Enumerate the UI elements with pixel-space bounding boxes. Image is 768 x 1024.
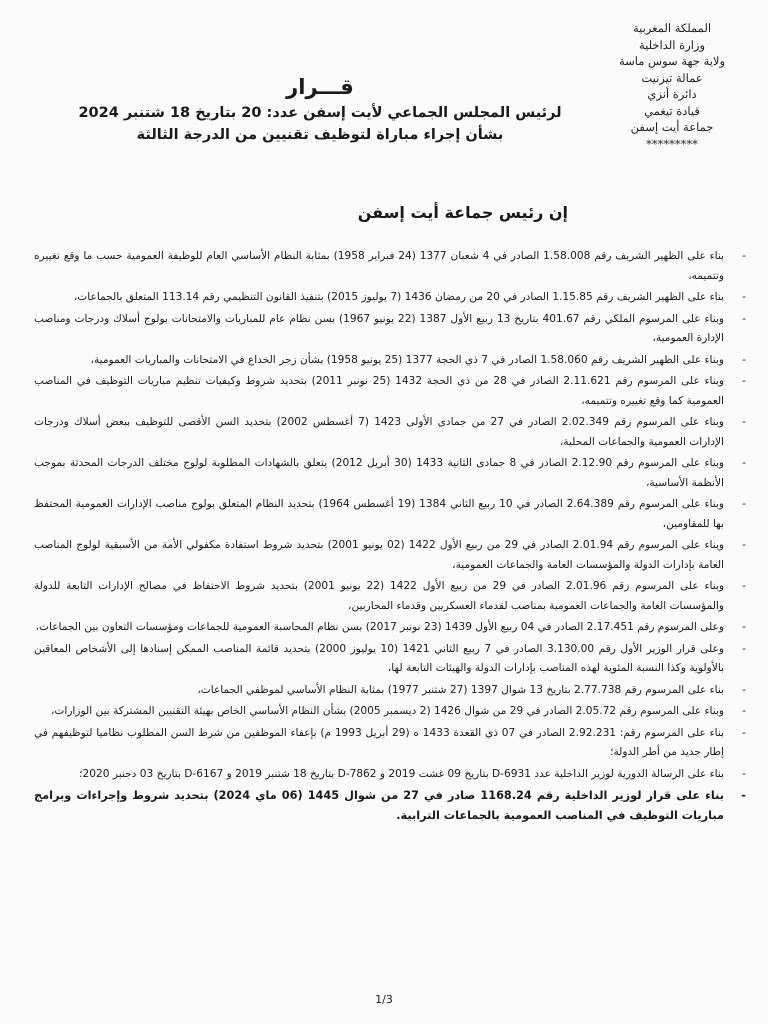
clause-item [34, 702, 746, 722]
header-line: دائرة أنزي [647, 87, 697, 101]
clause-text: وبناء على المرسوم رقم 2.01.94 الصادر في 29 من ربيع الأول 1422 (02 يونيو 2001) بتحديد شروط استفادة مكفولي الأمة من الأسبقية لولوج المناصب العامة بإدارات الدولة والمؤسسات العامة والجماعات العمومية، [34, 539, 725, 571]
header-line: قيادة تيغمي [644, 103, 700, 118]
clause-item [34, 351, 746, 371]
title-line-1: لرئيس المجلس الجماعي لأيت إسفن عدد: 20 بتاريخ 18 شتنبر 2024 [78, 105, 562, 121]
clause-text: بناء على الرسالة الدورية لوزير الداخلية عدد D-6931 بتاريخ 09 غشت 2019 و D-7862 بتاريخ 18 شتنبر 2019 و D-6167 بتاريخ 03 دجنبر 2020؛ [79, 767, 724, 780]
clause-text: بناء على الظهير الشريف رقم 1.58.008 الصادر في 4 شعبان 1377 (24 فبراير 1958) بمثابة النظام الأساسي العام للوظيفة العمومية حسب ما وقع تغييره وتتميمه، [34, 250, 725, 282]
clause-list [34, 247, 746, 828]
clause-item [34, 310, 746, 349]
dash-bullet: - [741, 789, 746, 802]
clause-item [34, 372, 746, 411]
clause-text: بناء على المرسوم رقم: 2.92.231 الصادر في 07 ذي القعدة 1433 ه (29 أبريل 1993 م) بإعفاء الموظفين من شرط السن المطلوب نظاميا لتوظيفهم في إطار جديد من أطر الدولة؛ [34, 726, 724, 758]
decision-title [40, 72, 600, 146]
clause-item [34, 786, 746, 826]
dash-bullet: - [742, 353, 746, 366]
dash-bullet: - [742, 539, 746, 551]
dash-bullet: - [742, 291, 746, 303]
header-line: جماعة أيت إسفن [630, 120, 714, 134]
clause-text: وبناء على المرسوم رقم 2.11.621 الصادر في 28 من ذي الحجة 1432 (25 نونبر 2011) بتحديد شروط وكيفيات تنظيم مباريات التوظيف في المناصب العمومية كما وقع تغييره وتتميمه، [34, 375, 724, 407]
clause-item [34, 681, 746, 701]
dash-bullet: - [742, 767, 746, 780]
clause-text: وبناء على المرسوم رقم 2.02.349 الصادر في 27 من جمادى الأولى 1423 (7 أغسطس 2002) بتحديد السن الأقصى للتوظيف ببعض أسلاك ودرجات الإدارات العمومية والجماعات المحلية، [34, 416, 724, 448]
clause-item [34, 724, 746, 763]
dash-bullet: - [742, 683, 746, 696]
clause-item [34, 577, 746, 616]
clause-text: وعلى المرسوم رقم 2.17.451 الصادر في 04 ربيع الأول 1439 (23 نونبر 2017) بسن نظام المحاسبة العمومية للجماعات ومؤسسات التعاون بين الجماعات، [35, 621, 724, 633]
title-line-2: بشأن إجراء مباراة لتوظيف تقنيين من الدرجة الثالثة [136, 127, 504, 143]
header-line: عمالة تيزنيت [641, 70, 703, 85]
decision-word: قـــرار [286, 75, 354, 99]
clause-item [34, 618, 746, 638]
dash-bullet: - [742, 580, 746, 592]
clause-item [34, 247, 746, 286]
header-line: ********* [646, 136, 698, 151]
dash-bullet: - [742, 375, 746, 387]
page-number: 1/3 [375, 993, 393, 1006]
clause-text: بناء على الظهير الشريف رقم 1.15.85 الصادر في 20 من رمضان 1436 (7 يوليوز 2015) بتنفيذ القانون التنظيمي رقم 113.14 المتعلق بالجماعات، [73, 291, 724, 303]
clause-item [34, 640, 746, 679]
clause-text: وبناء على المرسوم رقم 2.12.90 الصادر في 8 جمادى الثانية 1433 (30 أبريل 2012) يتعلق بالشهادات المطلوبة لولوج مختلف الدرجات المحدثة بموجب الأنظمة الأساسية، [34, 457, 724, 489]
clause-item [34, 765, 746, 785]
dash-bullet: - [742, 498, 746, 510]
header-line: ولاية جهة سوس ماسة [618, 54, 726, 68]
header-line: المملكة المغربية [632, 21, 712, 35]
clause-text: وعلى قرار الوزير الأول رقم 3.130.00 الصادر في 7 ربيع الثاني 1421 (10 يوليوز 2000) بتحديد قائمة المناصب الممكن إسنادها إلى الأشخاص المعاقين بالأولوية وكذا النسبة المئوية لهذه المناصب بإدارات الدولة والهيئات التابعة لها، [34, 642, 724, 674]
dash-bullet: - [742, 726, 746, 739]
dash-bullet: - [742, 621, 746, 633]
clause-item [34, 536, 746, 575]
clause-text: بناء على قرار لوزير الداخلية رقم 1168.24 صادر في 27 من شوال 1445 (06 ماي 2024) بتحديد شروط وإجراءات وبرامج مباريات التوظيف في المناصب العمومية بالجماعات الترابية. [34, 789, 724, 822]
clause-text: وبناء على المرسوم رقم 2.64.389 الصادر في 10 ربيع الثاني 1384 (19 أغسطس 1964) بتحديد النظام المتعلق بولوج مناصب الإدارات العمومية المحتفظ بها للمقاومين، [34, 498, 724, 530]
dash-bullet: - [742, 457, 746, 469]
dash-bullet: - [742, 312, 746, 325]
header-line: وزارة الداخلية [638, 37, 706, 52]
clause-item [34, 413, 746, 452]
clause-text: وبناء على المرسوم رقم 2.01.96 الصادر في 29 من ربيع الأول 1422 (22 يونيو 2001) بتحديد شروط الاحتفاظ في مصالح الإدارات التابعة للدولة والمؤسسات العامة والجماعات العمومية بمناصب لقدماء العسكريين وقدماء المحاربين، [34, 580, 724, 612]
clause-text: وبناء على المرسوم الملكي رقم 401.67 بتاريخ 13 ربيع الأول 1387 (22 يونيو 1967) بسن نظام عام للمباريات والامتحانات بولوج أسلاك ودرجات ومناصب الإدارة العمومية، [34, 312, 724, 344]
clause-item [34, 495, 746, 534]
administrative-header [602, 20, 742, 152]
clause-item [34, 454, 746, 493]
dash-bullet: - [742, 705, 746, 717]
dash-bullet: - [742, 416, 746, 428]
clause-text: بناء على المرسوم رقم 2.77.738 بتاريخ 13 شوال 1397 (27 شتنبر 1977) بمثابة النظام الأساسي لموظفي الجماعات، [197, 683, 724, 696]
clause-text: وبناء على المرسوم رقم 2.05.72 الصادر في 29 من شوال 1426 (2 ديسمبر 2005) بشأن النظام الأساسي الخاص بهيئة التقنيين المشتركة بين الوزارات، [50, 705, 724, 717]
dash-bullet: - [742, 642, 746, 655]
clause-item [34, 288, 746, 308]
clause-text: وبناء على الظهير الشريف رقم 1.58.060 الصادر في 7 ذي الحجة 1377 (25 يونيو 1958) بشأن زجر الخداع في الامتحانات والمباريات العمومية، [90, 353, 724, 366]
dash-bullet: - [742, 250, 746, 262]
section-heading: إن رئيس جماعة أيت إسفن [357, 203, 568, 222]
